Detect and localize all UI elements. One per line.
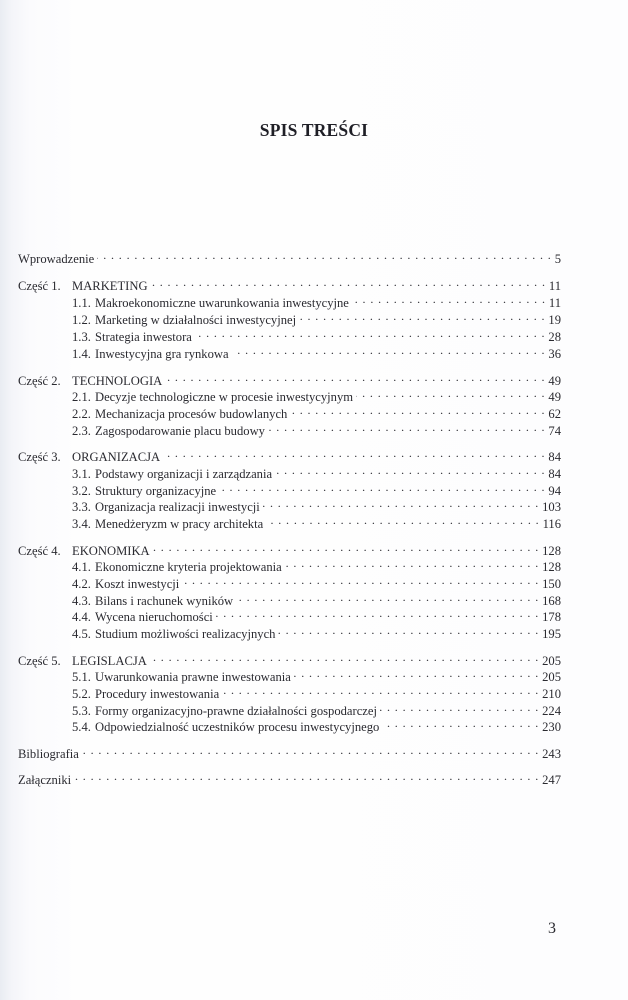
toc-entry-label: Wprowadzenie [18,252,95,266]
part-number: Część 2. [18,374,61,388]
dot-leader [153,539,539,555]
toc-part-2[interactable] [18,369,561,388]
section-number: 3.2. [72,484,91,498]
section-number: 5.4. [72,720,91,734]
toc-entry-page: 84 [548,467,561,481]
dot-leader [222,682,539,698]
toc-part-5[interactable] [18,649,561,668]
part-label: EKONOMIKA [72,544,150,558]
section-number: 4.4. [72,610,91,624]
toc-entry-intro[interactable] [18,247,561,266]
section-label: Studium możliwości realizacyjnych [95,627,276,641]
part-number: Część 1. [18,279,61,293]
toc-section[interactable] [72,715,561,734]
toc-section[interactable] [72,342,561,361]
toc-section[interactable] [72,385,561,404]
section-label: Decyzje technologiczne w procesie inwestycyjnym [95,390,354,404]
section-label: Ekonomiczne kryteria projektowania [95,560,282,574]
section-number: 4.3. [72,594,91,608]
section-label: Bilans i rachunek wyników [95,594,234,608]
toc-section[interactable] [72,512,561,531]
dot-leader [356,385,545,401]
dot-leader [232,342,546,358]
toc-entry-page: 11 [548,296,561,310]
toc-entry-page: 36 [548,347,561,361]
dot-leader [275,462,545,478]
dot-leader [236,589,539,605]
part-number: Część 4. [18,544,61,558]
toc-entry-page: 5 [554,252,561,266]
toc-entry-page: 243 [542,747,561,761]
toc-entry-page: 84 [548,450,561,464]
section-number: 3.1. [72,467,91,481]
toc-entry-page: 94 [548,484,561,498]
section-number: 5.2. [72,687,91,701]
toc-entry-page: 62 [548,407,561,421]
section-number: 3.4. [72,517,91,531]
toc-section[interactable] [72,308,561,327]
toc-entry-page: 230 [542,720,561,734]
part-label: ORGANIZACJA [72,450,161,464]
page-title: SPIS TREŚCI [259,120,369,140]
page-number: 3 [548,920,556,937]
section-label: Inwestycyjna gra rynkowa [95,347,229,361]
toc-section[interactable] [72,665,561,684]
toc-entry-page: 210 [542,687,561,701]
section-label: Odpowiedzialność uczestników procesu inwestycyjnego [95,720,380,734]
dot-leader [268,419,545,435]
section-label: Podstawy organizacji i zarządzania [95,467,273,481]
section-number: 5.1. [72,670,91,684]
section-label: Procedury inwestowania [95,687,220,701]
toc-entry-page: 11 [548,279,561,293]
toc-section[interactable] [72,622,561,641]
section-number: 3.3. [72,500,91,514]
toc-entry-page: 28 [548,330,561,344]
toc-entry-page: 49 [548,390,561,404]
toc-entry-bibliography[interactable] [18,742,561,761]
part-label: TECHNOLOGIA [72,374,163,388]
section-label: Menedżeryzm w pracy architekta [95,517,264,531]
toc-entry-page: 116 [542,517,561,531]
dot-leader [266,512,539,528]
toc-section[interactable] [72,605,561,624]
toc-section[interactable] [72,479,561,498]
section-label: Mechanizacja procesów budowlanych [95,407,288,421]
toc-entry-page: 128 [542,544,561,558]
dot-leader [150,649,539,665]
toc-section[interactable] [72,419,561,438]
part-label: LEGISLACJA [72,654,147,668]
section-label: Marketing w działalności inwestycyjnej [95,313,297,327]
toc-section[interactable] [72,402,561,421]
part-label: MARKETING [72,279,148,293]
dot-leader [382,715,539,731]
toc-entry-page: 178 [542,610,561,624]
toc-part-4[interactable] [18,539,561,558]
toc-entry-page: 224 [542,704,561,718]
toc-section[interactable] [72,555,561,574]
dot-leader [299,308,545,324]
section-number: 1.2. [72,313,91,327]
toc-section[interactable] [72,291,561,310]
toc-section[interactable] [72,589,561,608]
toc-entry-label: Bibliografia [18,747,79,761]
toc-entry-page: 74 [548,424,561,438]
toc-section[interactable] [72,699,561,718]
toc-entry-page: 128 [542,560,561,574]
toc-entry-appendices[interactable] [18,768,561,787]
toc-entry-page: 103 [542,500,561,514]
dot-leader [263,495,539,511]
section-number: 4.2. [72,577,91,591]
toc-entry-page: 247 [542,773,561,787]
section-label: Struktury organizacyjne [95,484,217,498]
dot-leader [290,402,545,418]
toc-section[interactable] [72,325,561,344]
section-label: Makroekonomiczne uwarunkowania inwestycyjne [95,296,349,310]
dot-leader [294,665,539,681]
toc-part-3[interactable] [18,445,561,464]
dot-leader [216,605,539,621]
dot-leader [195,325,546,341]
toc-entry-page: 150 [542,577,561,591]
dot-leader [97,247,551,263]
section-label: Wycena nieruchomości [95,610,213,624]
part-number: Część 3. [18,450,61,464]
section-number: 2.3. [72,424,91,438]
toc-entry-page: 19 [548,313,561,327]
toc-section[interactable] [72,572,561,591]
dot-leader [74,768,539,784]
dot-leader [82,742,539,758]
toc-entry-page: 168 [542,594,561,608]
dot-leader [165,369,545,385]
dot-leader [219,479,545,495]
toc-section[interactable] [72,495,561,514]
dot-leader [352,291,546,307]
toc-entry-page: 195 [542,627,561,641]
section-number: 1.1. [72,296,91,310]
section-label: Uwarunkowania prawne inwestowania [95,670,291,684]
toc-section[interactable] [72,462,561,481]
part-number: Część 5. [18,654,61,668]
section-number: 4.5. [72,627,91,641]
section-label: Koszt inwestycji [95,577,180,591]
dot-leader [151,274,546,290]
toc-entry-page: 205 [542,670,561,684]
section-label: Formy organizacyjno-prawne działalności gospodarczej [95,704,377,718]
dot-leader [278,622,539,638]
dot-leader [380,699,539,715]
section-label: Organizacja realizacji inwestycji [95,500,260,514]
toc-part-1[interactable] [18,274,561,293]
toc-entry-label: Załączniki [18,773,72,787]
section-number: 2.1. [72,390,91,404]
section-number: 4.1. [72,560,91,574]
toc-section[interactable] [72,682,561,701]
dot-leader [163,445,545,461]
section-number: 1.4. [72,347,91,361]
section-number: 2.2. [72,407,91,421]
toc-entry-page: 49 [548,374,561,388]
dot-leader [182,572,539,588]
toc-entry-page: 205 [542,654,561,668]
section-label: Zagospodarowanie placu budowy [95,424,265,438]
section-number: 5.3. [72,704,91,718]
section-label: Strategia inwestora [95,330,192,344]
section-number: 1.3. [72,330,91,344]
dot-leader [285,555,539,571]
